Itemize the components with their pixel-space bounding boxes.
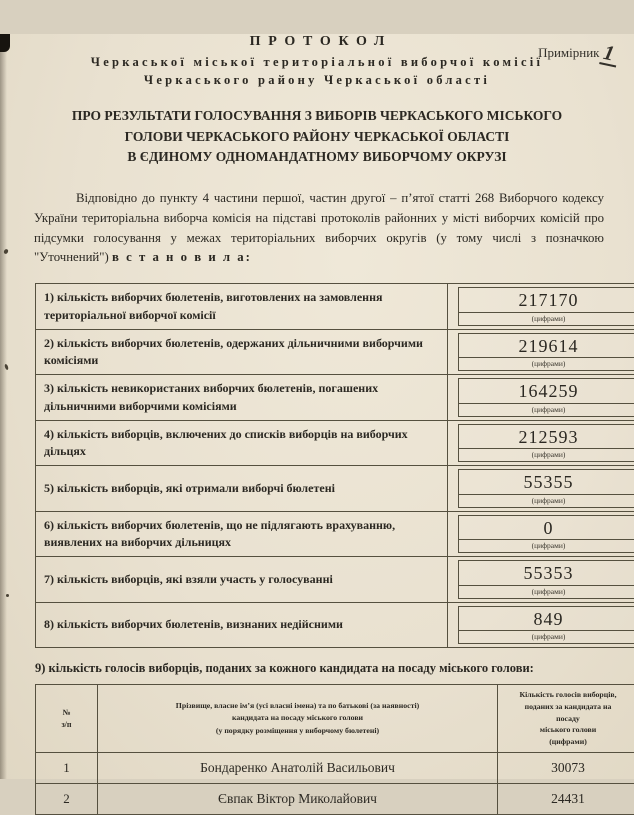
unit-label: (цифрами)	[459, 449, 634, 461]
table-row	[36, 752, 634, 783]
value-box	[458, 469, 634, 508]
table-row	[36, 329, 634, 375]
table-row	[36, 420, 634, 466]
table-row	[36, 557, 634, 603]
table-row	[36, 284, 634, 330]
copy-number-handwritten: 1	[599, 41, 620, 67]
candidate-number: 1	[36, 752, 98, 783]
value-box	[458, 606, 634, 645]
unit-label: (цифрами)	[459, 540, 634, 552]
result-label: 2) кількість виборчих бюлетенів, одержаних дільничними виборчими комісіями	[36, 329, 448, 375]
value-box	[458, 287, 634, 326]
result-value: 219614	[459, 334, 634, 359]
result-label: 7) кількість виборців, які взяли участь у голосуванні	[36, 557, 448, 603]
table-row	[36, 466, 634, 512]
results-table	[35, 283, 634, 648]
value-box	[458, 333, 634, 372]
candidate-number: 2	[36, 783, 98, 814]
copy-label: Примірник	[538, 45, 599, 60]
result-value: 0	[459, 516, 634, 541]
result-label: 8) кількість виборчих бюлетенів, визнаних недійсними	[36, 602, 448, 648]
scan-left-shadow	[0, 34, 7, 779]
value-box	[458, 378, 634, 417]
result-value: 55353	[459, 561, 634, 586]
scan-corner-artifact	[0, 34, 10, 52]
candidate-votes: 24431	[498, 783, 634, 814]
table-row	[36, 511, 634, 557]
value-box	[458, 515, 634, 554]
unit-label: (цифрами)	[459, 404, 634, 416]
result-label: 5) кількість виборців, які отримали виборчі бюлетені	[36, 466, 448, 512]
result-value: 55355	[459, 470, 634, 495]
candidate-name: Бондаренко Анатолій Васильович	[98, 752, 498, 783]
result-value: 212593	[459, 425, 634, 450]
candidates-caption: 9) кількість голосів виборців, поданих за кожного кандидата на посаду міського голови:	[35, 661, 634, 676]
value-box	[458, 424, 634, 463]
result-label: 6) кількість виборчих бюлетенів, що не підлягають врахуванню, виявлених на виборчих дільницях	[36, 511, 448, 557]
unit-label: (цифрами)	[459, 586, 634, 598]
result-label: 4) кількість виборців, включених до списків виборців на виборчих дільцях	[36, 420, 448, 466]
unit-label: (цифрами)	[459, 495, 634, 507]
unit-label: (цифрами)	[459, 631, 634, 643]
candidate-name: Євпак Віктор Миколайович	[98, 783, 498, 814]
table-row	[36, 602, 634, 648]
commission-region-line: Черкаського району Черкаської області	[0, 71, 634, 89]
col-header-number: № з/п	[36, 685, 98, 752]
candidate-votes: 30073	[498, 752, 634, 783]
col-header-candidate: Прізвище, власне ім’я (усі власні імена) та по батькові (за наявності) кандидата на посаду міського голови (у порядку розміщення у виборчому бюлетені)	[98, 685, 498, 752]
document-heading	[0, 106, 634, 167]
result-value: 217170	[459, 288, 634, 313]
protocol-document	[0, 34, 634, 779]
intro-paragraph	[34, 189, 604, 268]
table-row	[36, 375, 634, 421]
table-row	[36, 783, 634, 814]
col-header-votes: Кількість голосів виборців, поданих за кандидата на посаду міського голови (цифрами)	[498, 685, 634, 752]
page-title: ПРОТОКОЛ	[0, 34, 634, 50]
scan-speck	[6, 594, 9, 597]
candidates-table	[35, 684, 634, 814]
result-value: 164259	[459, 379, 634, 404]
heading-line: ПРО РЕЗУЛЬТАТИ ГОЛОСУВАННЯ З ВИБОРІВ ЧЕРКАСЬКОГО МІСЬКОГО	[0, 106, 634, 126]
scan-speck	[3, 248, 9, 254]
unit-label: (цифрами)	[459, 313, 634, 325]
intro-emphasis: в с т а н о в и л а:	[112, 250, 252, 264]
intro-text: Відповідно до пункту 4 частини першої, частин другої – п’ятої статті 268 Виборчого кодексу України територіальна виборча комісія на підставі протоколів районних у місті виборчих комісій про підсумки голосування у межах територіальних виборчих округів (у тому числі з позначкою "Уточнений")	[34, 191, 604, 264]
result-value: 849	[459, 607, 634, 632]
heading-line: В ЄДИНОМУ ОДНОМАНДАТНОМУ ВИБОРЧОМУ ОКРУЗІ	[0, 147, 634, 167]
unit-label: (цифрами)	[459, 358, 634, 370]
table-header-row	[36, 685, 634, 752]
commission-name-line: Черкаської міської територіальної виборчої комісії	[0, 53, 634, 71]
result-label: 1) кількість виборчих бюлетенів, виготовлених на замовлення територіальної виборчої комісії	[36, 284, 448, 330]
heading-line: ГОЛОВИ ЧЕРКАСЬКОГО РАЙОНУ ЧЕРКАСЬКОЇ ОБЛАСТІ	[0, 127, 634, 147]
value-box	[458, 560, 634, 599]
copy-line	[538, 40, 618, 63]
result-label: 3) кількість невикористаних виборчих бюлетенів, погашених дільничними виборчими комісіями	[36, 375, 448, 421]
